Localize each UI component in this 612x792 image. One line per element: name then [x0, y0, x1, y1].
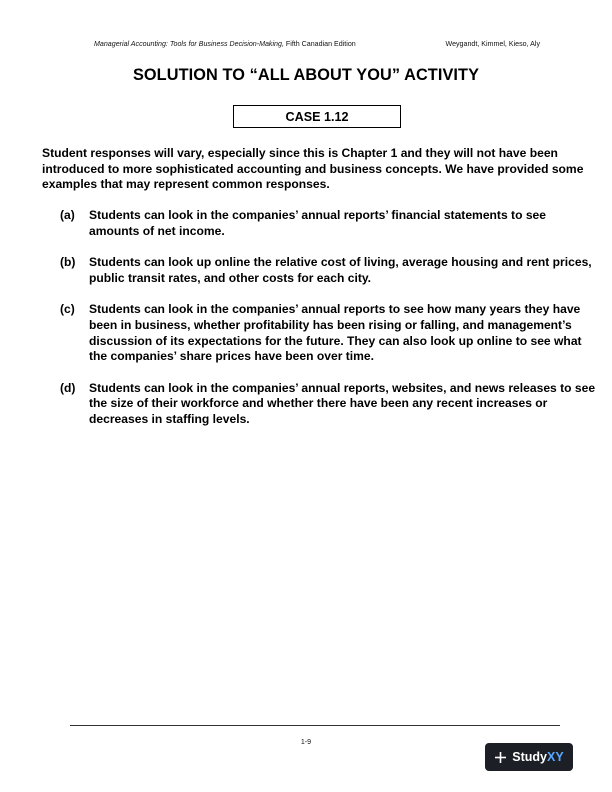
edition: Fifth Canadian Edition	[285, 40, 356, 48]
item-text: Students can look up online the relative cost of living, average housing and rent prices, public transit rates, and other costs for each city.	[89, 255, 592, 285]
item-label: (c)	[60, 302, 75, 317]
badge-text-study: Study	[512, 750, 548, 764]
response-list	[60, 208, 596, 444]
page-title: SOLUTION TO “ALL ABOUT YOU” ACTIVITY	[132, 66, 480, 84]
plus-icon	[494, 751, 507, 764]
case-label: CASE 1.12	[285, 109, 349, 124]
item-label: (a)	[60, 208, 75, 222]
book-title: Managerial Accounting: Tools for Business Decision-Making,	[94, 40, 284, 48]
list-item	[60, 255, 596, 286]
item-label: (d)	[60, 380, 76, 395]
book-title-line	[94, 40, 356, 48]
badge-brand	[512, 750, 563, 764]
footer-divider	[70, 725, 560, 726]
page-number: 1-9	[300, 738, 312, 746]
item-label: (b)	[60, 255, 76, 270]
item-text: Students can look in the companies’ annual reports’ financial statements to see amounts of net income.	[89, 208, 546, 238]
authors: Weygandt, Kimmel, Kieso, Aly	[445, 40, 540, 48]
list-item	[60, 381, 596, 428]
badge-text-xy: XY	[547, 750, 564, 764]
studyxy-badge[interactable]	[485, 743, 573, 771]
list-item	[60, 302, 596, 364]
item-text: Students can look in the companies’ annual reports to see how many years they have been in business, whether profitability has been rising or falling, and management’s discussion of its expectations for the future. They can also look up online to see what the companies’ share prices have been over time.	[89, 302, 582, 364]
item-text: Students can look in the companies’ annual reports, websites, and news releases to see the size of their workforce and whether there have been any recent increases or decreases in staffing levels.	[89, 380, 596, 426]
case-label-box	[233, 105, 401, 128]
intro-paragraph: Student responses will vary, especially since this is Chapter 1 and they will not have been introduced to more sophisticated accounting and business concepts. We have provided some examples that may represent common responses.	[42, 146, 584, 192]
list-item	[60, 208, 596, 239]
